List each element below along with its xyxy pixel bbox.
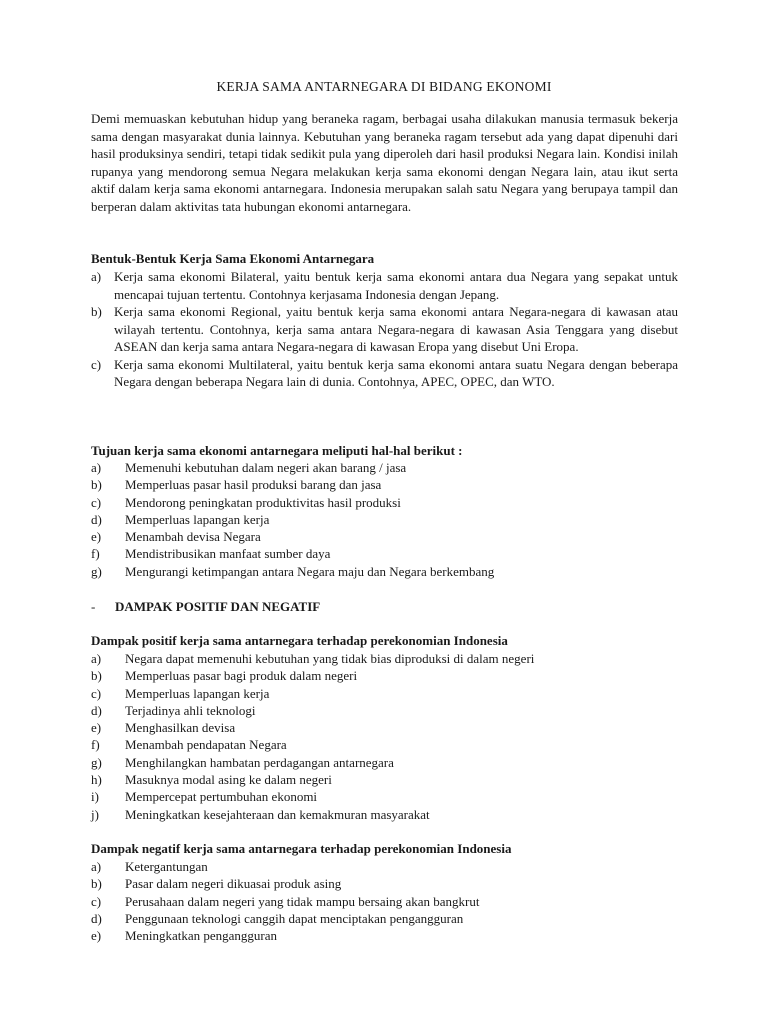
list-text: Meningkatkan kesejahteraan dan kemakmuran masyarakat [125,806,430,822]
list-item [91,910,480,927]
list-item [91,685,534,702]
list-text: Kerja sama ekonomi Regional, yaitu bentuk kerja sama ekonomi antara Negara-negara di kawasan atau wilayah tertentu. Contohnya, kerja sama antara Negara-negara di kawasan Asia Tenggara yang disebut ASEAN dan kerja sama antara Negara-negara di kawasan Eropa yang disebut Uni Eropa. [114,304,678,354]
list-item [91,545,494,562]
list-marker: c) [91,685,102,701]
list-text: Menghilangkan hambatan perdagangan antarnegara [125,754,394,770]
bentuk-heading: Bentuk-Bentuk Kerja Sama Ekonomi Antarnegara [91,251,375,266]
list-text: Meningkatkan pengangguran [125,928,277,944]
list-marker: g) [91,754,102,770]
list-marker: b) [91,477,102,493]
list-marker: d) [91,702,102,718]
list-marker: b) [91,304,102,319]
list-text: Memperluas lapangan kerja [125,511,270,527]
dampak-section-heading [91,599,320,615]
list-text: Mendorong peningkatan produktivitas hasil produksi [125,494,401,510]
list-item [91,702,534,719]
list-item [91,563,494,580]
negatif-list [91,858,480,944]
list-item [91,788,534,805]
list-item [91,476,494,493]
list-item [91,511,494,528]
list-marker: a) [91,460,102,475]
tujuan-list [91,459,494,580]
list-item [91,356,678,391]
list-item [91,667,534,684]
list-item [91,719,534,736]
list-item [91,806,534,823]
negatif-heading: Dampak negatif kerja sama antarnegara terhadap perekonomian Indonesia [91,841,512,856]
list-marker: c) [91,494,102,510]
list-text: Mendistribusikan manfaat sumber daya [125,546,331,562]
list-text: Menambah devisa Negara [125,529,261,545]
list-marker: b) [91,876,102,892]
list-text: Memperluas pasar hasil produksi barang dan jasa [125,477,382,493]
list-text: Menambah pendapatan Negara [125,737,287,753]
list-text: Penggunaan teknologi canggih dapat menciptakan pengangguran [125,910,464,926]
list-marker: e) [91,928,102,944]
list-text: Masuknya modal asing ke dalam negeri [125,772,332,788]
list-text: Kerja sama ekonomi Multilateral, yaitu bentuk kerja sama ekonomi antara suatu Negara dengan beberapa Negara dengan beberapa Negara lain di dunia. Contohnya, APEC, OPEC, dan WTO. [114,356,678,389]
list-marker: f) [91,546,100,562]
list-marker: a) [91,651,102,666]
list-marker: b) [91,668,102,684]
page-title: KERJA SAMA ANTARNEGARA DI BIDANG EKONOMI [216,79,552,94]
list-marker: d) [91,910,102,926]
list-marker: a) [91,859,102,874]
list-marker: j) [91,806,99,822]
list-marker: h) [91,772,102,788]
list-item [91,459,494,476]
list-marker: c) [91,356,102,372]
list-text: Menghasilkan devisa [125,720,236,736]
list-text: Ketergantungan [125,859,208,874]
list-item [91,268,678,303]
list-item [91,858,480,875]
list-marker: i) [91,789,99,805]
list-item [91,754,534,771]
list-item [91,736,534,753]
positif-heading: Dampak positif kerja sama antarnegara terhadap perekonomian Indonesia [91,633,508,648]
list-marker: d) [91,511,102,527]
list-marker: f) [91,737,100,753]
list-text: Terjadinya ahli teknologi [125,702,256,718]
list-text: Pasar dalam negeri dikuasai produk asing [125,876,342,892]
list-marker: a) [91,269,102,284]
list-marker: c) [91,893,102,909]
list-marker: e) [91,529,102,545]
list-marker: e) [91,720,102,736]
list-item [91,303,678,356]
tujuan-heading: Tujuan kerja sama ekonomi antarnegara meliputi hal-hal berikut : [91,443,463,458]
list-text: Memperluas pasar bagi produk dalam negeri [125,668,358,684]
positif-list [91,650,534,823]
list-text: Perusahaan dalam negeri yang tidak mampu bersaing akan bangkrut [125,893,480,909]
list-text: Mengurangi ketimpangan antara Negara maju dan Negara berkembang [125,563,495,579]
dash-marker: - [91,599,96,614]
list-text: Negara dapat memenuhi kebutuhan yang tidak bias diproduksi di dalam negeri [125,651,535,666]
list-item [91,528,494,545]
list-item [91,893,480,910]
dampak-heading-text: DAMPAK POSITIF DAN NEGATIF [115,599,321,614]
intro-paragraph: Demi memuaskan kebutuhan hidup yang beraneka ragam, berbagai usaha dilakukan manusia termasuk bekerja sama dengan masyarakat dunia lainnya. Kebutuhan yang beraneka ragam tersebut ada yang dapat dipenuhi dari hasil produksinya sendiri, tetapi tidak sedikit pula yang diperoleh dari hasil produksi Negara lain. Kondisi inilah rupanya yang mendorong semua Negara melakukan kerja sama ekonomi dengan Negara lain, atau ikut serta aktif dalam kerja sama ekonomi antarnegara. Indonesia merupakan salah satu Negara yang berupaya tampil dan berperan dalam aktivitas tata hubungan ekonomi antarnegara. [91,111,678,214]
list-text: Memenuhi kebutuhan dalam negeri akan barang / jasa [125,460,407,475]
list-marker: g) [91,563,102,579]
list-item [91,650,534,667]
list-text: Kerja sama ekonomi Bilateral, yaitu bentuk kerja sama ekonomi antara dua Negara yang sepakat untuk mencapai tujuan tertentu. Contohnya kerjasama Indonesia dengan Jepang. [114,269,678,302]
bentuk-list [91,268,678,391]
list-item [91,875,480,892]
list-item [91,494,494,511]
list-text: Memperluas lapangan kerja [125,685,270,701]
list-item [91,927,480,944]
list-text: Mempercepat pertumbuhan ekonomi [125,789,318,805]
list-item [91,771,534,788]
